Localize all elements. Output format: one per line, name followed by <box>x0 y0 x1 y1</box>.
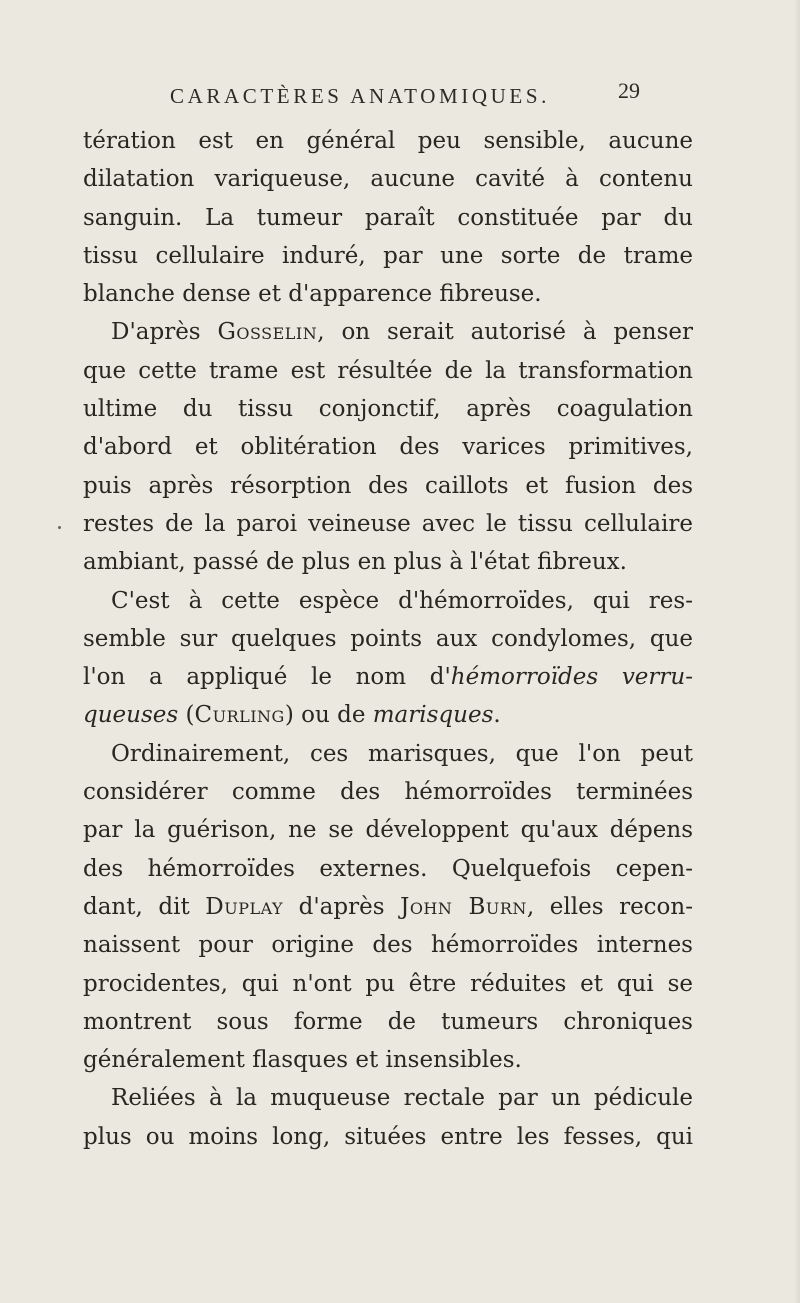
text-line-21: dant, dit Duplay d'après John Burn, elles recon- <box>83 893 693 920</box>
page-edge-shadow <box>794 0 800 1303</box>
text-line-23: procidentes, qui n'ont pu être réduites et qui se <box>83 970 693 997</box>
text-line-25: généralement flasques et insensibles. <box>83 1047 522 1074</box>
text-line-5: blanche dense et d'apparence fibreuse. <box>83 281 542 308</box>
page-number: 29 <box>618 78 640 103</box>
text-line-19: par la guérison, ne se développent qu'aux dépens <box>83 817 693 844</box>
italic-term: hémorroïdes verru- <box>450 664 693 691</box>
running-title: CARACTÈRES ANATOMIQUES. <box>170 84 550 108</box>
text-line-8: ultime du tissu conjonctif, après coagulation <box>83 396 693 423</box>
text-line-14: semble sur quelques points aux condylomes, que <box>83 625 693 652</box>
text-line-4: tissu cellulaire induré, par une sorte de trame <box>83 242 693 269</box>
italic-term: marisques <box>372 702 494 729</box>
text-line-22: naissent pour origine des hémorroïdes internes <box>83 932 693 959</box>
author-name: Gosselin <box>217 319 318 346</box>
author-name: Curling <box>194 702 285 729</box>
italic-term: queuses <box>83 702 179 729</box>
text-line-24: montrent sous forme de tumeurs chroniques <box>83 1008 693 1035</box>
text-line-11: restes de la paroi veineuse avec le tissu cellulaire <box>83 510 693 537</box>
text-line-7: que cette trame est résultée de la transformation <box>83 357 693 384</box>
text-line-18: considérer comme des hémorroïdes terminées <box>83 779 693 806</box>
text-line-13: C'est à cette espèce d'hémorroïdes, qui res- <box>111 587 693 614</box>
text-line-1: tération est en général peu sensible, aucune <box>83 128 693 154</box>
author-name: John Burn <box>400 893 527 920</box>
body-text <box>83 122 693 1156</box>
text-line-3: sanguin. La tumeur paraît constituée par du <box>83 204 693 231</box>
text-line-2: dilatation variqueuse, aucune cavité à contenu <box>83 166 693 193</box>
text-line-15: l'on a appliqué le nom d'hémorroïdes verru- <box>83 664 693 691</box>
text-line-9: d'abord et oblitération des varices primitives, <box>83 434 693 461</box>
text-line-6: D'après Gosselin, on serait autorisé à penser <box>111 319 694 346</box>
text-line-12: ambiant, passé de plus en plus à l'état fibreux. <box>83 549 627 576</box>
text-line-20: des hémorroïdes externes. Quelquefois cepen- <box>83 855 693 882</box>
text-line-10: puis après résorption des caillots et fusion des <box>83 472 693 499</box>
margin-speck <box>58 526 61 529</box>
text-line-16: queuses (Curling) ou de marisques. <box>83 702 501 729</box>
text-line-27: plus ou moins long, situées entre les fesses, qui <box>83 1123 693 1150</box>
page-header <box>0 78 800 112</box>
author-name: Duplay <box>205 893 284 920</box>
text-line-17: Ordinairement, ces marisques, que l'on peut <box>111 740 693 767</box>
text-line-26: Reliées à la muqueuse rectale par un pédicule <box>111 1085 693 1112</box>
